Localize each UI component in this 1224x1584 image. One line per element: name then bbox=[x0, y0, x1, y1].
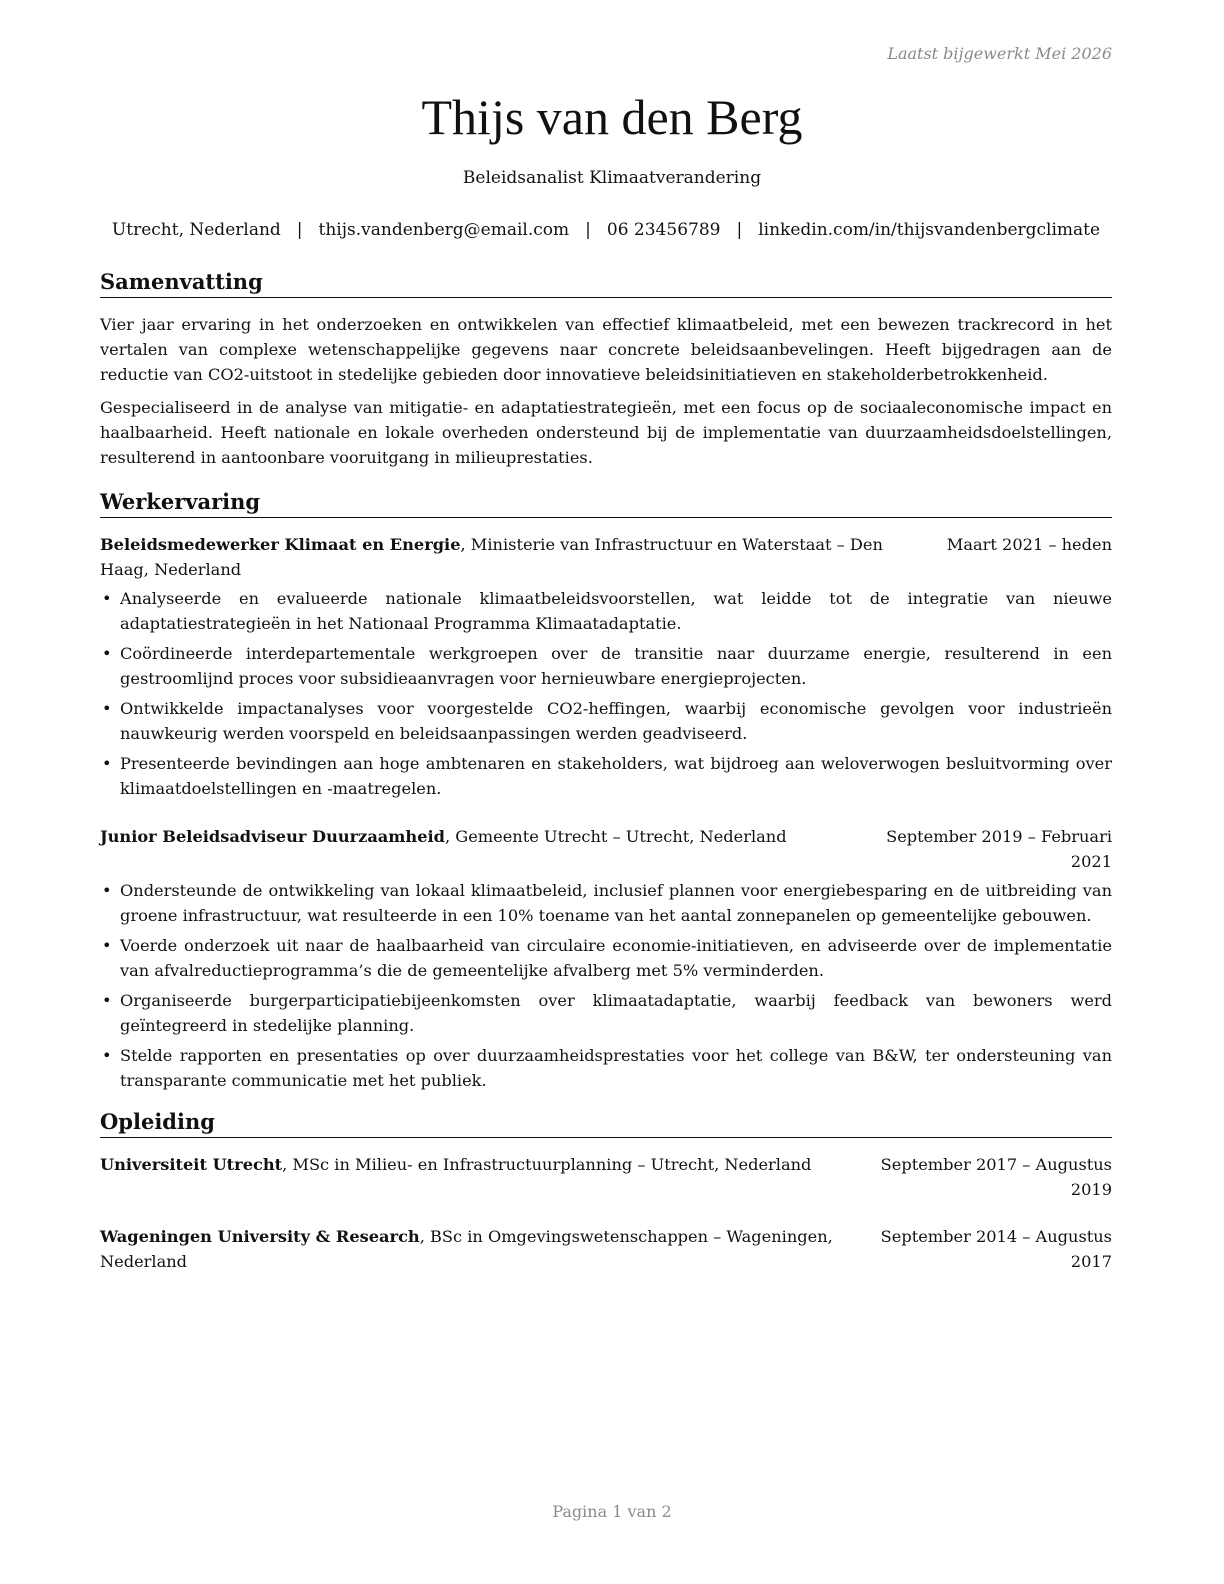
education-school: Universiteit Utrecht bbox=[100, 1155, 283, 1174]
job-bullet: • Ontwikkelde impactanalyses voor voorgestelde CO2-heffingen, waarbij economische gevolgen voor industrieën nauwkeurig werden voorspeld en beleidsaanpassingen werden geadviseerd. bbox=[100, 696, 1112, 746]
job-bullet: • Ondersteunde de ontwikkeling van lokaal klimaatbeleid, inclusief plannen voor energiebesparing en de uitbreiding van groene infrastructuur, wat resulteerde in een 10% toename van het aantal zonnepanelen op gemeentelijke gebouwen. bbox=[100, 878, 1112, 928]
job-bullet: • Organiseerde burgerparticipatiebijeenkomsten over klimaatadaptatie, waarbij feedback van bewoners werd geïntegreerd in stedelijke planning. bbox=[100, 988, 1112, 1038]
job-bullet: • Voerde onderzoek uit naar de haalbaarheid van circulaire economie-initiatieven, en adviseerde over de implementatie van afvalreductieprogramma’s die de gemeentelijke afvalberg met 5% verminderden. bbox=[100, 933, 1112, 983]
education-school: Wageningen University & Research bbox=[100, 1227, 420, 1246]
summary-paragraph: Gespecialiseerd in de analyse van mitigatie- en adaptatiestrategieën, met een focus op de sociaaleconomische impact en haalbaarheid. Heeft nationale en lokale overheden ondersteund bij de implementatie van duurzaamheidsdoelstellingen, resulterend in aantoonbare vooruitgang in milieuprestaties. bbox=[100, 398, 1112, 467]
job-bullet: • Presenteerde bevindingen aan hoge ambtenaren en stakeholders, wat bijdroeg aan weloverwogen besluitvorming over klimaatdoelstellingen en -maatregelen. bbox=[100, 751, 1112, 801]
job-organization: , Gemeente Utrecht – Utrecht, Nederland bbox=[444, 827, 787, 846]
contact-email[interactable]: thijs.vandenberg@email.com bbox=[318, 220, 570, 240]
education-dates: September 2017 – Augustus 2019 bbox=[880, 1155, 1112, 1199]
job-role: Beleidsmedewerker Klimaat en Energie bbox=[100, 535, 461, 554]
contact-linkedin[interactable]: linkedin.com/in/thijsvandenbergclimate bbox=[758, 220, 1101, 240]
summary-section bbox=[100, 268, 1112, 470]
job-entry bbox=[100, 824, 1112, 1093]
contact-line bbox=[100, 220, 1112, 240]
experience-section bbox=[100, 488, 1112, 1093]
job-dates: Maart 2021 – heden bbox=[946, 535, 1112, 554]
education-section bbox=[100, 1108, 1112, 1274]
education-entry bbox=[100, 1224, 1112, 1274]
job-bullet: • Stelde rapporten en presentaties op over duurzaamheidsprestaties voor het college van B&W, ter ondersteuning van transparante communicatie met het publiek. bbox=[100, 1043, 1112, 1093]
job-header bbox=[100, 824, 1112, 874]
section-title-experience: Werkervaring bbox=[100, 488, 1112, 518]
education-entry bbox=[100, 1152, 1112, 1202]
job-bullet: • Coördineerde interdepartementale werkgroepen over de transitie naar duurzame energie, resulterend in een gestroomlijnd proces voor subsidieaanvragen voor hernieuwbare energieprojecten. bbox=[100, 641, 1112, 691]
job-bullet: • Analyseerde en evalueerde nationale klimaatbeleidsvoorstellen, wat leidde tot de integratie van nieuwe adaptatiestrategieën in het Nationaal Programma Klimaatadaptatie. bbox=[100, 586, 1112, 636]
summary-paragraph: Vier jaar ervaring in het onderzoeken en ontwikkelen van effectief klimaatbeleid, met een bewezen trackrecord in het vertalen van complexe wetenschappelijke gegevens naar concrete beleidsaanbevelingen. Heeft bijgedragen aan de reductie van CO2-uitstoot in stedelijke gebieden door innovatieve beleidsinitiatieven en stakeholderbetrokkenheid. bbox=[100, 315, 1112, 384]
section-title-education: Opleiding bbox=[100, 1108, 1112, 1138]
resume-content bbox=[100, 268, 1112, 1278]
job-dates: September 2019 – Februari 2021 bbox=[886, 827, 1112, 871]
candidate-name: Thijs van den Berg bbox=[421, 89, 803, 145]
contact-phone: 06 23456789 bbox=[606, 220, 721, 240]
job-title: Beleidsanalist Klimaatverandering bbox=[462, 168, 762, 188]
job-bullets bbox=[100, 586, 1112, 801]
job-header bbox=[100, 532, 1112, 582]
contact-separator: | bbox=[585, 220, 591, 240]
last-updated: Laatst bijgewerkt Mei 2026 bbox=[887, 44, 1112, 63]
contact-separator: | bbox=[736, 220, 743, 240]
job-role: Junior Beleidsadviseur Duurzaamheid bbox=[100, 827, 445, 846]
job-organization: , Ministerie van Infrastructuur en Waterstaat – Den Haag, Nederland bbox=[100, 535, 883, 579]
contact-separator: | bbox=[296, 220, 303, 240]
section-title-summary: Samenvatting bbox=[100, 268, 1112, 298]
education-degree: , MSc in Milieu- en Infrastructuurplanning – Utrecht, Nederland bbox=[282, 1155, 812, 1174]
education-degree: , BSc in Omgevingswetenschappen – Wageningen, Nederland bbox=[100, 1227, 833, 1271]
job-bullets bbox=[100, 878, 1112, 1093]
contact-location: Utrecht, Nederland bbox=[111, 220, 281, 240]
education-dates: September 2014 – Augustus 2017 bbox=[880, 1227, 1112, 1271]
page-number: Pagina 1 van 2 bbox=[552, 1502, 672, 1521]
job-entry bbox=[100, 532, 1112, 801]
